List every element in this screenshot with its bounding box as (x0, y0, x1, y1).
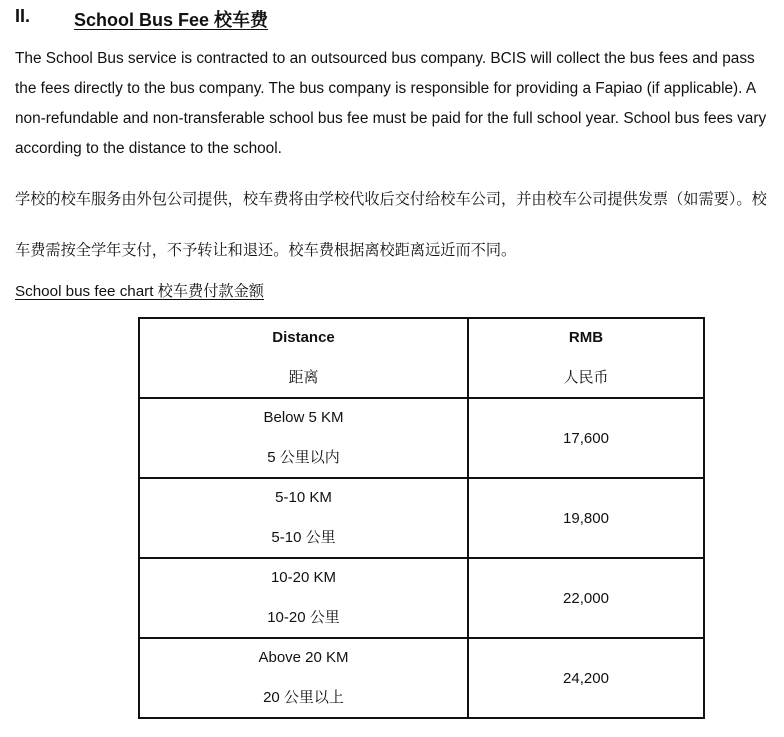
header-distance-zh: 距离 (288, 369, 319, 386)
fee-cell: 22,000 (468, 558, 704, 638)
bus-fee-table (138, 317, 705, 719)
table-row (139, 478, 704, 558)
header-rmb-zh: 人民币 (563, 369, 609, 386)
distance-zh: 5 公里以内 (267, 449, 340, 466)
section-title: School Bus Fee 校车费 (74, 10, 269, 30)
fee-cell: 24,200 (468, 638, 704, 718)
section-number: II. (15, 6, 31, 26)
paragraph-chinese: 学校的校车服务由外包公司提供，校车费将由学校代收后交付给校车公司，并由校车公司提供发票（如需要）。校车费需按全学年支付，不予转让和退还。校车费根据离校距离远近而不同。 (15, 191, 767, 259)
distance-zh: 5-10 公里 (271, 529, 336, 546)
distance-en: 5-10 KM (275, 489, 332, 506)
distance-en: 10-20 KM (270, 569, 337, 586)
distance-cell (139, 558, 468, 638)
paragraph-english: The School Bus service is contracted to an outsourced bus company. BCIS will collect the bus fees and pass the fees directly to the bus company. The bus company is responsible for providing a Fapiao (if applicable). A non-refundable and non-transferable school bus fee must be paid for the full school year. School bus fees vary according to the distance to the school. (15, 50, 767, 157)
header-distance (139, 318, 468, 398)
distance-cell (139, 638, 468, 718)
distance-cell (139, 478, 468, 558)
fee-chart-title: School bus fee chart 校车费付款金额 (15, 283, 264, 300)
table-row (139, 398, 704, 478)
table-header-row (139, 318, 704, 398)
distance-en: Below 5 KM (263, 409, 344, 426)
header-distance-en: Distance (272, 329, 335, 346)
fee-cell: 17,600 (468, 398, 704, 478)
distance-en: Above 20 KM (258, 649, 349, 666)
distance-zh: 20 公里以上 (263, 689, 344, 706)
distance-zh: 10-20 公里 (267, 609, 340, 626)
table-row (139, 638, 704, 718)
header-rmb-en: RMB (568, 329, 604, 346)
header-rmb (468, 318, 704, 398)
distance-cell (139, 398, 468, 478)
table-row (139, 558, 704, 638)
fee-cell: 19,800 (468, 478, 704, 558)
